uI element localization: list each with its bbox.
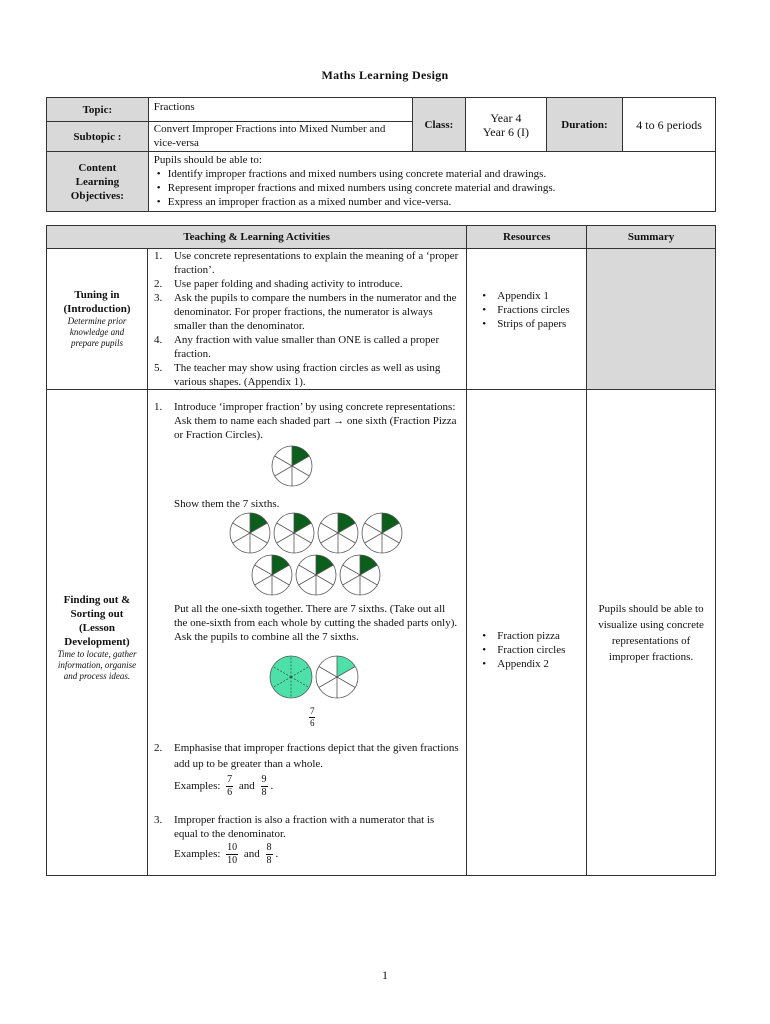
class-line-1: Year 4	[490, 110, 522, 125]
step-item: 4. Any fraction with value smaller than ONE is called a proper fraction.	[153, 334, 440, 360]
example-fraction	[226, 842, 238, 867]
step1-show: Show them the 7 sixths.	[173, 498, 280, 510]
finding-stage-title: Finding out & Sorting out (Lesson Development)	[63, 594, 131, 648]
step1-combine: Ask the pupils to combine all the 7 sixths.	[173, 631, 359, 643]
step-item: 3. Ask the pupils to compare the numbers in the numerator and the denominator. For proper fractions, the numerator is always smaller than the denominator.	[153, 292, 457, 332]
activities-table	[46, 225, 716, 876]
step-text: Use concrete representations to explain the meaning of a ‘proper fraction’.	[173, 250, 459, 276]
resource-item: • Appendix 1	[479, 289, 582, 303]
fraction-circle-one-sixth	[316, 511, 360, 555]
class-label: Class:	[412, 98, 465, 152]
fraction-numerator: 9	[261, 774, 267, 785]
page-number: 1	[382, 968, 388, 982]
example-fraction	[261, 774, 268, 799]
col-header-resources: Resources	[467, 226, 587, 249]
document-title: Maths Learning Design	[321, 68, 449, 82]
seven-sixths-figure	[174, 511, 460, 596]
tuning-resources-list	[473, 289, 582, 331]
examples-label: Examples:	[173, 848, 221, 861]
topic-label: Topic:	[47, 98, 149, 122]
fraction-numerator: 7	[309, 706, 315, 716]
fraction-denominator: 8	[261, 787, 267, 798]
topic-value: Fractions	[148, 98, 412, 122]
duration-label: Duration:	[546, 98, 623, 152]
examples-label: Examples:	[173, 780, 221, 793]
step-item: 2. Emphasise that improper fractions depict that the given fractions add up to be greater than a whole. Examples: $\frac{7}{6}$ and $\frac{9}{8}$ .	[153, 742, 459, 798]
finding-resources-cell	[467, 390, 587, 876]
tuning-resources-cell	[467, 249, 587, 390]
fraction-circle-one-sixth	[294, 553, 338, 597]
finding-resources-list	[473, 629, 582, 671]
tuning-stage-title: Tuning in (Introduction)	[63, 289, 131, 315]
col-header-activities: Teaching & Learning Activities	[47, 226, 467, 249]
objective-item: • Identify improper fractions and mixed numbers using concrete material and drawings.	[154, 167, 710, 181]
fraction-circle-one-sixth	[250, 553, 294, 597]
step-text: The teacher may show using fraction circles as well as using various shapes. (Appendix 1).	[173, 362, 441, 388]
fraction-circle-one-sixth	[338, 553, 382, 597]
fraction-circle-one-sixth	[272, 511, 316, 555]
tuning-stage-cell	[47, 249, 148, 390]
step-item: 1. Use concrete representations to explain the meaning of a ‘proper fraction’.	[153, 250, 459, 276]
fraction-circle-one-sixth	[270, 444, 314, 488]
combined-figure	[174, 654, 460, 706]
and-word: and	[243, 848, 260, 861]
duration-value: 4 to 6 periods	[623, 98, 716, 152]
step1-ask: Ask them to name each shaded part → one sixth (Fraction Pizza or Fraction Circles).	[173, 415, 457, 441]
step-item: 2. Use paper folding and shading activity to introduce.	[153, 278, 403, 290]
tuning-stage-desc: Determine prior knowledge and prepare pupils	[67, 316, 127, 348]
tuning-steps-cell	[147, 249, 466, 390]
single-sixth-figure	[174, 442, 460, 488]
objective-item: • Express an improper fraction as a mixed number and vice-versa.	[154, 195, 710, 209]
fraction-numerator: 8	[266, 842, 272, 853]
step2-text: Emphasise that improper fractions depict that the given fractions add up to be greater than a whole.	[173, 742, 459, 770]
combined-fraction-label	[174, 706, 460, 734]
step-item: 5. The teacher may show using fraction circles as well as using various shapes. (Appendix 1).	[153, 362, 441, 388]
step3-examples: Examples: $\frac{10}{10}$ and $\frac{8}{8}$ .	[173, 842, 279, 866]
finding-stage-cell	[47, 390, 148, 876]
objective-item: • Represent improper fractions and mixed numbers using concrete material and drawings.	[154, 181, 710, 195]
step-text: Any fraction with value smaller than ONE is called a proper fraction.	[173, 334, 440, 360]
fraction-numerator: 7	[227, 774, 233, 785]
resource-item: • Fraction circles	[479, 643, 582, 657]
header-table	[46, 97, 716, 212]
combined-fraction	[309, 706, 316, 729]
tuning-steps-list	[150, 249, 460, 389]
objectives-label: Content Learning Objectives:	[47, 152, 149, 212]
resource-item: • Appendix 2	[479, 657, 582, 671]
resource-item: • Fractions circles	[479, 303, 582, 317]
combined-sevensixths-circles	[268, 654, 360, 700]
step3-text: Improper fraction is also a fraction with a numerator that is equal to the denominator.	[173, 814, 435, 840]
step-item: 1. Introduce ‘improper fraction’ by using concrete representations: Ask them to name each shaded part → one sixth (Fraction Pizza or Fraction Circles). Show them the 7 sixths. Put all the one-sixth together. There are 7 sixths. (Take out all the one-sixth from each whole by cutting the shaded parts only). Ask the pupils to combine all the 7 sixths. $\frac{7}{6}$	[150, 400, 460, 734]
fraction-denominator: 8	[266, 855, 272, 866]
objectives-cell	[148, 152, 715, 212]
fraction-denominator: 10	[227, 855, 238, 866]
tuning-summary-cell	[587, 249, 716, 390]
fraction-numerator: 10	[227, 842, 238, 853]
class-value	[466, 98, 547, 152]
objectives-list	[154, 167, 710, 209]
step2-examples: Examples: $\frac{7}{6}$ and $\frac{9}{8}$ .	[173, 774, 274, 798]
step-text: Use paper folding and shading activity to introduce.	[173, 278, 403, 290]
example-fraction	[226, 774, 233, 799]
class-line-2: Year 6 (I)	[482, 124, 529, 139]
fraction-circle-one-sixth	[360, 511, 404, 555]
subtopic-value: Convert Improper Fractions into Mixed Number and vice-versa	[148, 122, 412, 152]
fraction-denominator: 6	[227, 787, 233, 798]
finding-summary: Pupils should be able to visualize using concrete representations of improper fractions.	[587, 390, 716, 876]
objectives-intro: Pupils should be able to:	[153, 154, 262, 166]
step-item: 3. Improper fraction is also a fraction with a numerator that is equal to the denominator. Examples: $\frac{10}{10}$ and $\frac{8}{8}$ .	[150, 813, 460, 867]
resource-item: • Strips of papers	[479, 317, 582, 331]
finding-stage-desc: Time to locate, gather information, organise and process ideas.	[57, 649, 137, 681]
step-text: Ask the pupils to compare the numbers in the numerator and the denominator. For proper fractions, the numerator is always smaller than the denominator.	[173, 292, 457, 332]
fraction-denominator: 6	[309, 718, 315, 728]
col-header-summary: Summary	[587, 226, 716, 249]
resource-item: • Fraction pizza	[479, 629, 582, 643]
step1-put: Put all the one-sixth together. There are 7 sixths. (Take out all the one-sixth from each whole by cutting the shaded parts only).	[173, 603, 458, 629]
example-fraction	[266, 842, 273, 867]
finding-steps-cell	[147, 390, 466, 876]
step1-intro: Introduce ‘improper fraction’ by using concrete representations:	[173, 401, 456, 413]
fraction-circle-one-sixth	[228, 511, 272, 555]
subtopic-label: Subtopic :	[47, 122, 149, 152]
and-word: and	[238, 780, 255, 793]
